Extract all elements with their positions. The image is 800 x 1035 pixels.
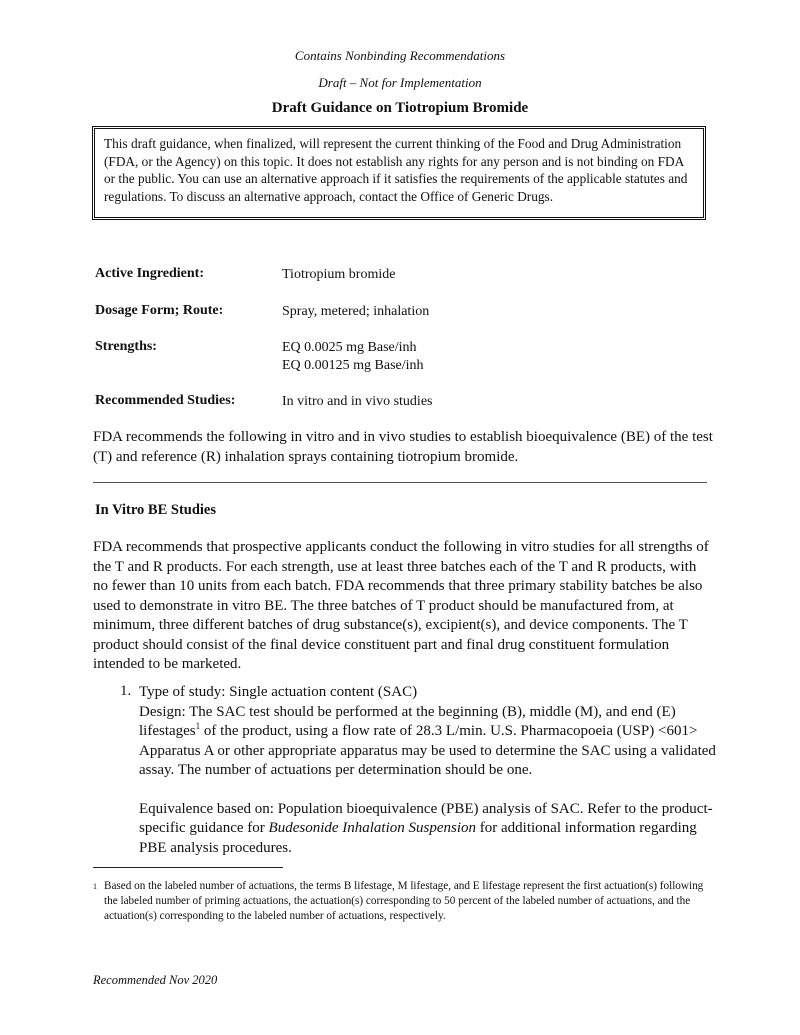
study-design: Design: The SAC test should be performed at the beginning (B), middle (M), and end (E) lifestages$^1$ of the product, using a flow rate of 28.3 L/min. U.S. Pharmacopoeia (USP) <601> Apparatus A or other appropriate apparatus may be used to determine the SAC using a validated assay. The number of actuations per determination should be one. xyxy=(139,703,716,778)
draft-header: Draft – Not for Implementation xyxy=(318,75,482,90)
recommended-studies-value: In vitro and in vivo studies xyxy=(282,394,433,409)
footnote-text: Based on the labeled number of actuations, the terms B lifestage, M lifestage, and E lifestage represent the first actuation(s) following the labeled number of priming actuations, the actuation(s) corresponding to 50 percent of the labeled number of actuations, and the actuation(s) corresponding to the labeled number of actuations, respectively. xyxy=(104,880,704,922)
footnote-divider xyxy=(93,867,283,868)
strengths-label: Strengths: xyxy=(95,339,157,354)
study-number: 1. xyxy=(120,683,132,699)
footnote-reference: 1 xyxy=(195,721,201,731)
section-divider xyxy=(93,482,707,483)
study-type: Type of study: Single actuation content (SAC) xyxy=(139,684,418,700)
footnote xyxy=(93,879,713,924)
nonbinding-header: Contains Nonbinding Recommendations xyxy=(294,48,506,63)
section-heading: In Vitro BE Studies xyxy=(95,502,217,518)
page-title: Draft Guidance on Tiotropium Bromide xyxy=(271,100,529,116)
disclaimer-box: This draft guidance, when finalized, will represent the current thinking of the Food and Drug Administration (FDA, or the Agency) on this topic. It does not establish any rights for any person and is not binding on FDA or the public. You can use an alternative approach if it satisfies the requirements of the applicable statutes and regulations. To discuss an alternative approach, contact the Office of Generic Drugs. xyxy=(92,126,706,220)
study-equivalence: Equivalence based on: Population bioequivalence (PBE) analysis of SAC. Refer to the product-specific guidance for Budesonide Inhalation Suspension for additional information regarding PBE analysis procedures. xyxy=(139,800,713,856)
intro-paragraph: FDA recommends the following in vitro and in vivo studies to establish bioequivalence (BE) of the test (T) and reference (R) inhalation sprays containing tiotropium bromide. xyxy=(93,429,713,465)
active-ingredient-value: Tiotropium bromide xyxy=(282,267,396,282)
recommended-date-footer: Recommended Nov 2020 xyxy=(93,973,218,987)
dosage-form-value: Spray, metered; inhalation xyxy=(282,304,430,319)
recommended-studies-label: Recommended Studies: xyxy=(95,393,236,408)
active-ingredient-label: Active Ingredient: xyxy=(95,266,204,281)
footnote-mark: 1 xyxy=(93,882,97,891)
strength-value-2: EQ 0.00125 mg Base/inh xyxy=(282,358,424,373)
in-vitro-paragraph: FDA recommends that prospective applicants conduct the following in vitro studies for all strengths of the T and R products. For each strength, use at least three batches each of the T and R products, with no fewer than 10 units from each batch. FDA recommends that three primary stability batches be also used to demonstrate in vitro BE. The three batches of T product should be manufactured from, at minimum, three different batches of drug substance(s), excipient(s), and device components. The T product should consist of the final device constituent part and final drug constituent formulation intended to be marketed. xyxy=(93,539,709,672)
budesonide-guidance-title: Budesonide Inhalation Suspension xyxy=(268,820,477,836)
strength-value-1: EQ 0.0025 mg Base/inh xyxy=(282,340,417,355)
dosage-form-label: Dosage Form; Route: xyxy=(95,303,224,318)
study-1 xyxy=(139,683,719,858)
